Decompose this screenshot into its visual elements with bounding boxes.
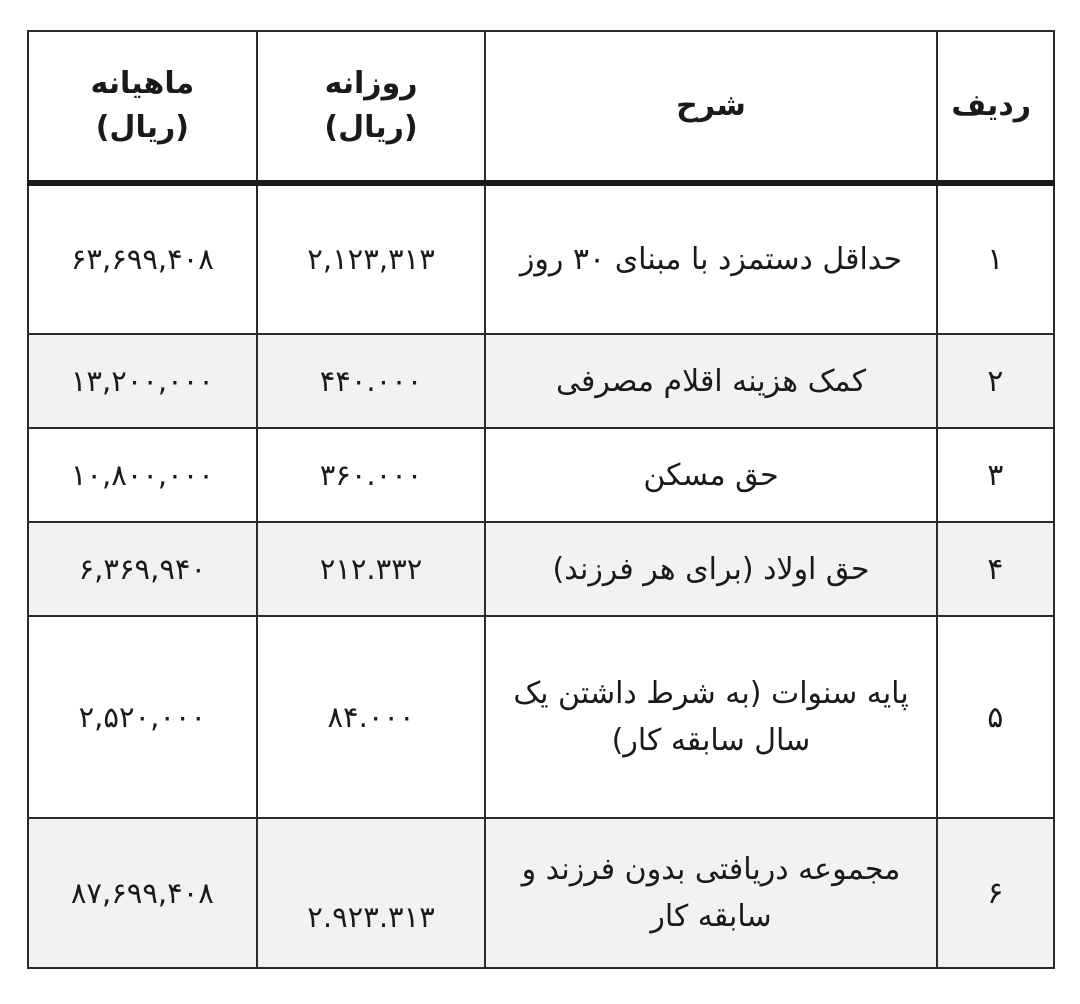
wage-table-container <box>27 30 1055 969</box>
header-monthly: ماهیانه (ریال) <box>28 31 257 183</box>
table-row <box>28 522 1054 616</box>
cell-description: مجموعه دریافتی بدون فرزند و سابقه کار <box>485 818 936 968</box>
table-row <box>28 183 1054 334</box>
cell-row-number: ۶ <box>937 818 1054 968</box>
cell-row-number: ۴ <box>937 522 1054 616</box>
cell-daily: ۴۴۰.۰۰۰ <box>257 334 486 428</box>
cell-description: حداقل دستمزد با مبنای ۳۰ روز <box>485 183 936 334</box>
cell-monthly: ۱۳,۲۰۰,۰۰۰ <box>28 334 257 428</box>
cell-monthly: ۲,۵۲۰,۰۰۰ <box>28 616 257 818</box>
cell-daily: ۳۶۰.۰۰۰ <box>257 428 486 522</box>
header-description: شرح <box>485 31 936 183</box>
cell-monthly: ۶۳,۶۹۹,۴۰۸ <box>28 183 257 334</box>
table-row <box>28 428 1054 522</box>
header-daily: روزانه (ریال) <box>257 31 486 183</box>
wage-table <box>27 30 1055 969</box>
cell-daily: ۲,۱۲۳,۳۱۳ <box>257 183 486 334</box>
cell-row-number: ۲ <box>937 334 1054 428</box>
cell-row-number: ۵ <box>937 616 1054 818</box>
cell-description: کمک هزینه اقلام مصرفی <box>485 334 936 428</box>
cell-daily: ۲۱۲.۳۳۲ <box>257 522 486 616</box>
table-header-row <box>28 31 1054 183</box>
cell-daily: ۲.۹۲۳.۳۱۳ <box>257 818 486 968</box>
cell-monthly: ۱۰,۸۰۰,۰۰۰ <box>28 428 257 522</box>
cell-monthly: ۸۷,۶۹۹,۴۰۸ <box>28 818 257 968</box>
cell-description: پایه سنوات (به شرط داشتن یک سال سابقه کار) <box>485 616 936 818</box>
table-row <box>28 616 1054 818</box>
cell-daily: ۸۴.۰۰۰ <box>257 616 486 818</box>
table-row <box>28 818 1054 968</box>
cell-row-number: ۱ <box>937 183 1054 334</box>
table-row <box>28 334 1054 428</box>
cell-description: حق مسکن <box>485 428 936 522</box>
cell-monthly: ۶,۳۶۹,۹۴۰ <box>28 522 257 616</box>
cell-description: حق اولاد (برای هر فرزند) <box>485 522 936 616</box>
header-row-number: ردیف <box>937 31 1054 183</box>
cell-row-number: ۳ <box>937 428 1054 522</box>
